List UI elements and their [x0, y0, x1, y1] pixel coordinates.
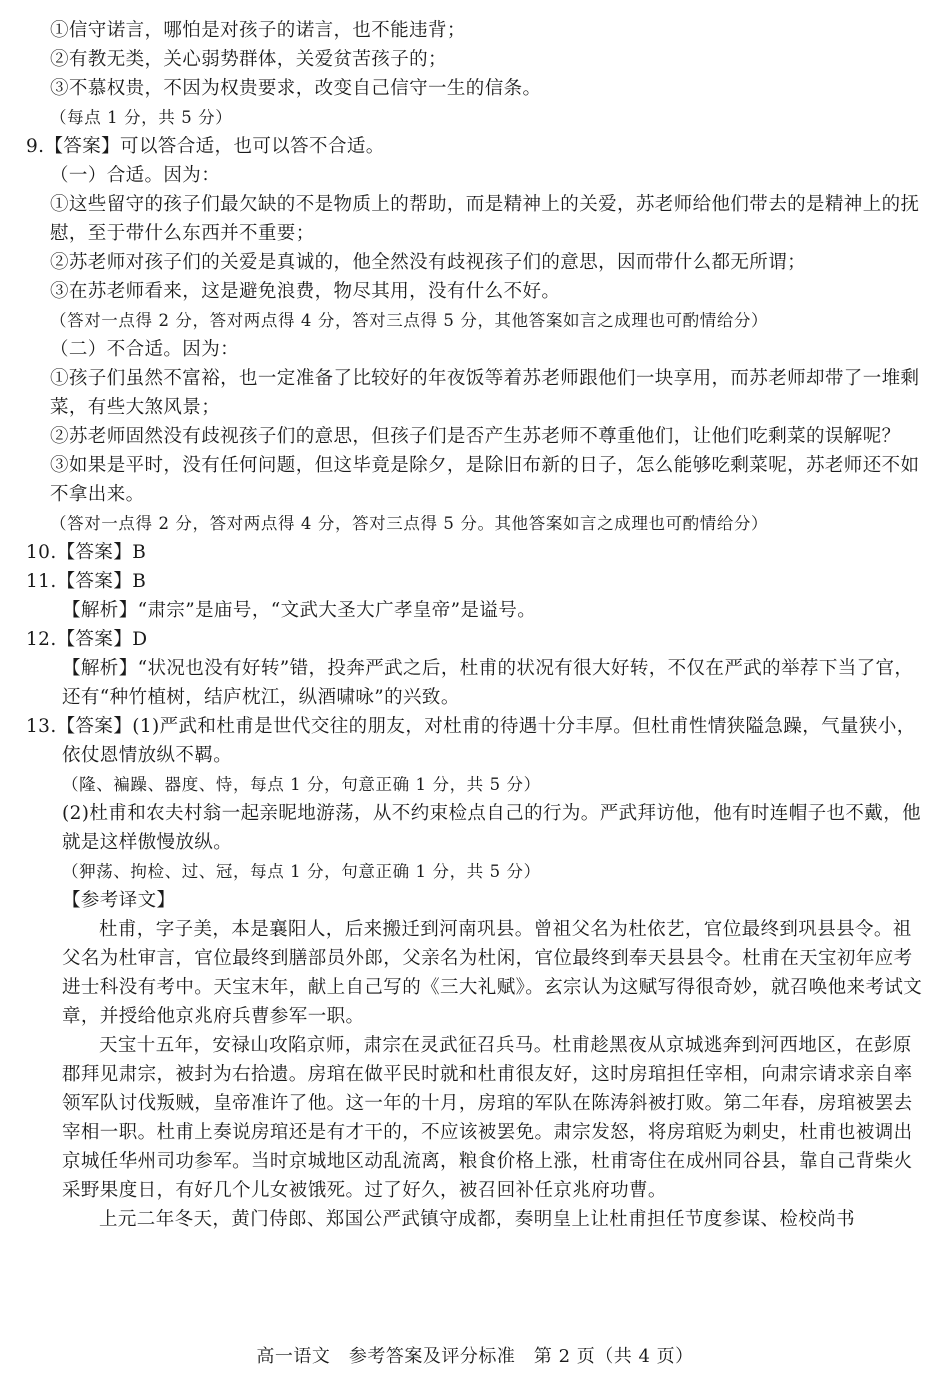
answer-line: ②苏老师对孩子们的关爱是真诚的，他全然没有歧视孩子们的意思，因而带什么都无所谓；: [50, 252, 807, 273]
page-footer: 高一语文 参考答案及评分标准 第 2 页（共 4 页）: [256, 1346, 694, 1367]
answer-line: ②有教无类，关心弱势群体，关爱贫苦孩子的；: [50, 49, 447, 70]
scoring-note: （狎荡、拘检、过、冠，每点 1 分，句意正确 1 分，共 5 分）: [62, 862, 541, 881]
answer-line: ③不慕权贵，不因为权贵要求，改变自己信守一生的信条。: [50, 78, 542, 99]
scoring-note: （答对一点得 2 分，答对两点得 4 分，答对三点得 5 分，其他答案如言之成理也可酌情给分）: [50, 311, 769, 330]
scoring-note: （每点 1 分，共 5 分）: [50, 108, 233, 127]
question-10-answer: 10.【答案】B: [26, 542, 147, 563]
scoring-note: （隆、褊躁、器度、恃，每点 1 分，句意正确 1 分，共 5 分）: [62, 775, 541, 794]
answer-line: ①这些留守的孩子们最欠缺的不是物质上的帮助，而是精神上的关爱，苏老师给他们带去的是精神上的抚慰，至于带什么东西并不重要；: [50, 194, 920, 244]
answer-line: ①孩子们虽然不富裕，也一定准备了比较好的年夜饭等着苏老师跟他们一块享用，而苏老师却带了一堆剩菜，有些大煞风景；: [50, 368, 920, 418]
analysis-line: 【解析】“状况也没有好转”错，投奔严武之后，杜甫的状况有很大好转，不仅在严武的举荐下当了官，还有“种竹植树，结庐枕江，纵酒啸咏”的兴致。: [62, 658, 914, 708]
translation-paragraph: 上元二年冬天，黄门侍郎、郑国公严武镇守成都，奏明皇上让杜甫担任节度参谋、检校尚书: [99, 1209, 856, 1230]
answer-line: (2)杜甫和农夫村翁一起亲昵地游荡，从不约束检点自己的行为。严武拜访他，他有时连帽子也不戴，他就是这样傲慢放纵。: [62, 803, 922, 853]
translation-heading: 【参考译文】: [62, 890, 176, 911]
scoring-note: （答对一点得 2 分，答对两点得 4 分，答对三点得 5 分。其他答案如言之成理也可酌情给分）: [50, 514, 769, 533]
answer-line: ③如果是平时，没有任何问题，但这毕竟是除夕，是除旧布新的日子，怎么能够吃剩菜呢，苏老师还不如不拿出来。: [50, 455, 920, 505]
question-13-answer: 13.【答案】(1)严武和杜甫是世代交往的朋友，对杜甫的待遇十分丰厚。但杜甫性情狭隘急躁，气量狭小，依仗恩情放纵不羁。: [26, 716, 916, 766]
question-11-answer: 11.【答案】B: [26, 571, 147, 592]
answer-line: ③在苏老师看来，这是避免浪费，物尽其用，没有什么不好。: [50, 281, 561, 302]
page-content: [26, 16, 924, 1234]
answer-line: ①信守诺言，哪怕是对孩子的诺言，也不能违背；: [50, 20, 466, 41]
option-heading: （一）合适。因为：: [50, 165, 221, 186]
question-9-answer: 9.【答案】可以答合适，也可以答不合适。: [26, 136, 385, 157]
answer-line: ②苏老师固然没有歧视孩子们的意思，但孩子们是否产生苏老师不尊重他们，让他们吃剩菜的误解呢？: [50, 426, 901, 447]
option-heading: （二）不合适。因为：: [50, 339, 240, 360]
translation-paragraph: 天宝十五年，安禄山攻陷京师，肃宗在灵武征召兵马。杜甫趁黑夜从京城逃奔到河西地区，在彭原郡拜见肃宗，被封为右拾遗。房琯在做平民时就和杜甫很友好，这时房琯担任宰相，向肃宗请求亲自率领军队讨伐叛贼，皇帝准许了他。这一年的十月，房琯的军队在陈涛斜被打败。第二年春，房琯被罢去宰相一职。杜甫上奏说房琯还是有才干的，不应该被罢免。肃宗发怒，将房琯贬为刺史，杜甫也被调出京城任华州司功参军。当时京城地区动乱流离，粮食价格上涨，杜甫寄住在成州同谷县，靠自己背柴火采野果度日，有好几个儿女被饿死。过了好久，被召回补任京兆府功曹。: [62, 1035, 913, 1201]
analysis-line: 【解析】“肃宗”是庙号，“文武大圣大广孝皇帝”是谥号。: [62, 600, 537, 621]
question-12-answer: 12.【答案】D: [26, 629, 148, 650]
translation-paragraph: 杜甫，字子美，本是襄阳人，后来搬迁到河南巩县。曾祖父名为杜依艺，官位最终到巩县县令。祖父名为杜审言，官位最终到膳部员外郎，父亲名为杜闲，官位最终到奉天县县令。杜甫在天宝初年应考进士科没有考中。天宝末年，献上自己写的《三大礼赋》。玄宗认为这赋写得很奇妙，就召唤他来考试文章，并授给他京兆府兵曹参军一职。: [62, 919, 923, 1027]
